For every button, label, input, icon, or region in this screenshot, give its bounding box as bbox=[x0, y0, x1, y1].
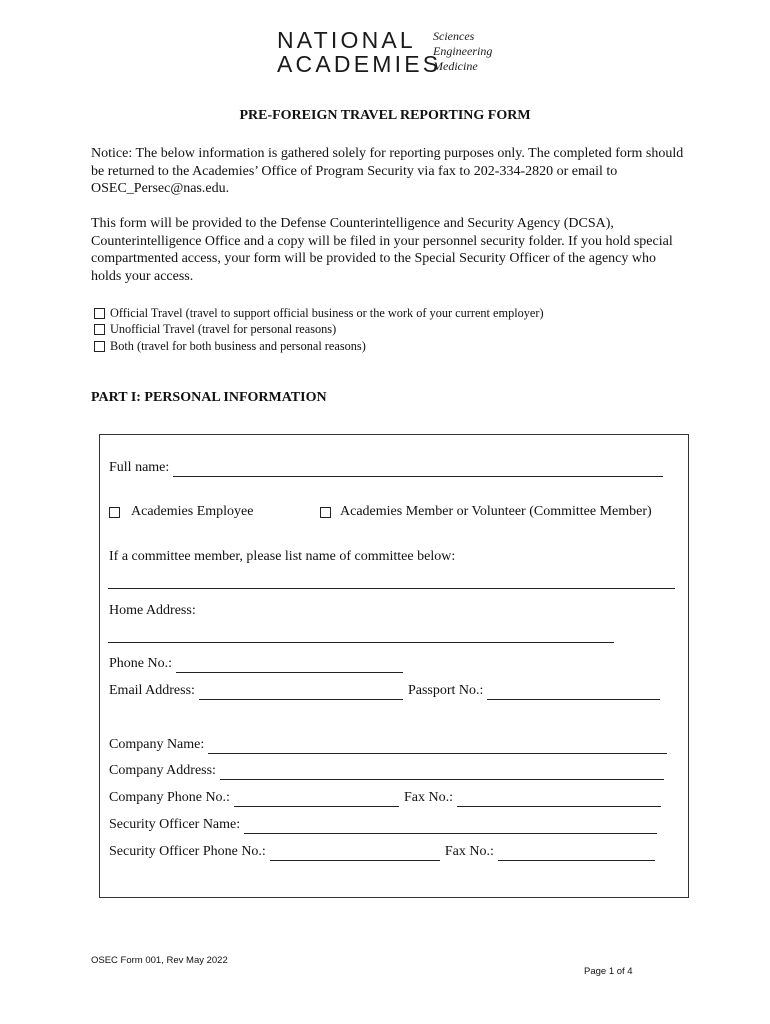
full-name-row bbox=[109, 459, 663, 477]
form-title: PRE-FOREIGN TRAVEL REPORTING FORM bbox=[239, 108, 531, 123]
academies-employee-checkbox[interactable] bbox=[109, 507, 120, 518]
academies-member-checkbox[interactable] bbox=[320, 507, 331, 518]
official-travel-label: Official Travel (travel to support official business or the work of your current employer) bbox=[110, 306, 544, 320]
academies-member-option[interactable] bbox=[320, 503, 652, 521]
security-officer-phone-row bbox=[109, 843, 655, 861]
phone-field[interactable] bbox=[176, 658, 403, 673]
security-officer-phone-label: Security Officer Phone No.: bbox=[109, 844, 266, 859]
home-address-field[interactable] bbox=[108, 628, 614, 643]
company-name-label: Company Name: bbox=[109, 737, 205, 752]
academies-employee-option[interactable] bbox=[109, 503, 253, 521]
official-travel-checkbox[interactable] bbox=[94, 308, 105, 319]
security-officer-phone-field[interactable] bbox=[270, 846, 440, 861]
company-fax-field[interactable] bbox=[457, 792, 661, 807]
security-officer-fax-field[interactable] bbox=[498, 846, 655, 861]
security-officer-name-row bbox=[109, 816, 657, 834]
logo-line-national: NATIONAL bbox=[277, 27, 416, 53]
page-number: Page 1 of 4 bbox=[584, 966, 633, 977]
security-officer-fax-label: Fax No.: bbox=[444, 844, 494, 859]
part1-heading: PART I: PERSONAL INFORMATION bbox=[91, 390, 327, 405]
security-officer-name-field[interactable] bbox=[244, 819, 657, 834]
travel-option-both[interactable] bbox=[94, 338, 366, 354]
company-phone-row bbox=[109, 789, 661, 807]
email-field[interactable] bbox=[199, 685, 403, 700]
email-passport-row bbox=[109, 682, 660, 700]
full-name-field[interactable] bbox=[173, 462, 663, 477]
company-address-label: Company Address: bbox=[109, 763, 216, 778]
full-name-label: Full name: bbox=[109, 460, 170, 475]
company-phone-field[interactable] bbox=[234, 792, 399, 807]
both-travel-label: Both (travel for both business and personal reasons) bbox=[110, 339, 366, 353]
company-name-row bbox=[109, 736, 667, 754]
unofficial-travel-label: Unofficial Travel (travel for personal reasons) bbox=[110, 322, 337, 336]
company-address-row bbox=[109, 762, 664, 780]
logo-line-academies: ACADEMIES bbox=[277, 51, 442, 77]
passport-field[interactable] bbox=[487, 685, 660, 700]
logo-sub-engineering: Engineering bbox=[433, 44, 493, 58]
logo-sub-medicine: Medicine bbox=[433, 59, 478, 73]
unofficial-travel-checkbox[interactable] bbox=[94, 324, 105, 335]
travel-option-official[interactable] bbox=[94, 305, 544, 321]
phone-row bbox=[109, 655, 403, 673]
notice-paragraph: Notice: The below information is gathered solely for reporting purposes only. The completed form should be returned to the Academies’ Office of Program Security via fax to 202-334-2820 or email to OSEC_Persec@nas.edu. bbox=[91, 146, 684, 196]
company-address-field[interactable] bbox=[220, 765, 664, 780]
committee-name-row bbox=[108, 574, 675, 589]
logo-sub-sciences: Sciences bbox=[433, 29, 475, 43]
committee-prompt: If a committee member, please list name of committee below: bbox=[109, 549, 456, 564]
phone-label: Phone No.: bbox=[109, 656, 172, 671]
home-address-row bbox=[108, 628, 614, 643]
company-fax-label: Fax No.: bbox=[403, 790, 453, 805]
home-address-label: Home Address: bbox=[109, 603, 196, 618]
company-phone-label: Company Phone No.: bbox=[109, 790, 230, 805]
academies-employee-label: Academies Employee bbox=[131, 504, 254, 519]
form-id-footer: OSEC Form 001, Rev May 2022 bbox=[91, 955, 228, 966]
academies-member-label: Academies Member or Volunteer (Committee Member) bbox=[340, 504, 652, 519]
company-name-field[interactable] bbox=[208, 739, 667, 754]
passport-label: Passport No.: bbox=[407, 683, 484, 698]
email-label: Email Address: bbox=[109, 683, 195, 698]
dcsa-paragraph: This form will be provided to the Defense Counterintelligence and Security Agency (DCSA), Counterintelligence Office and a copy will be filed in your personnel security folder. If you hold special compartmented access, your form will be provided to the Special Security Officer of the agency who holds your access. bbox=[91, 216, 673, 284]
committee-name-field[interactable] bbox=[108, 574, 675, 589]
travel-option-unofficial[interactable] bbox=[94, 321, 336, 337]
both-travel-checkbox[interactable] bbox=[94, 341, 105, 352]
security-officer-name-label: Security Officer Name: bbox=[109, 817, 241, 832]
